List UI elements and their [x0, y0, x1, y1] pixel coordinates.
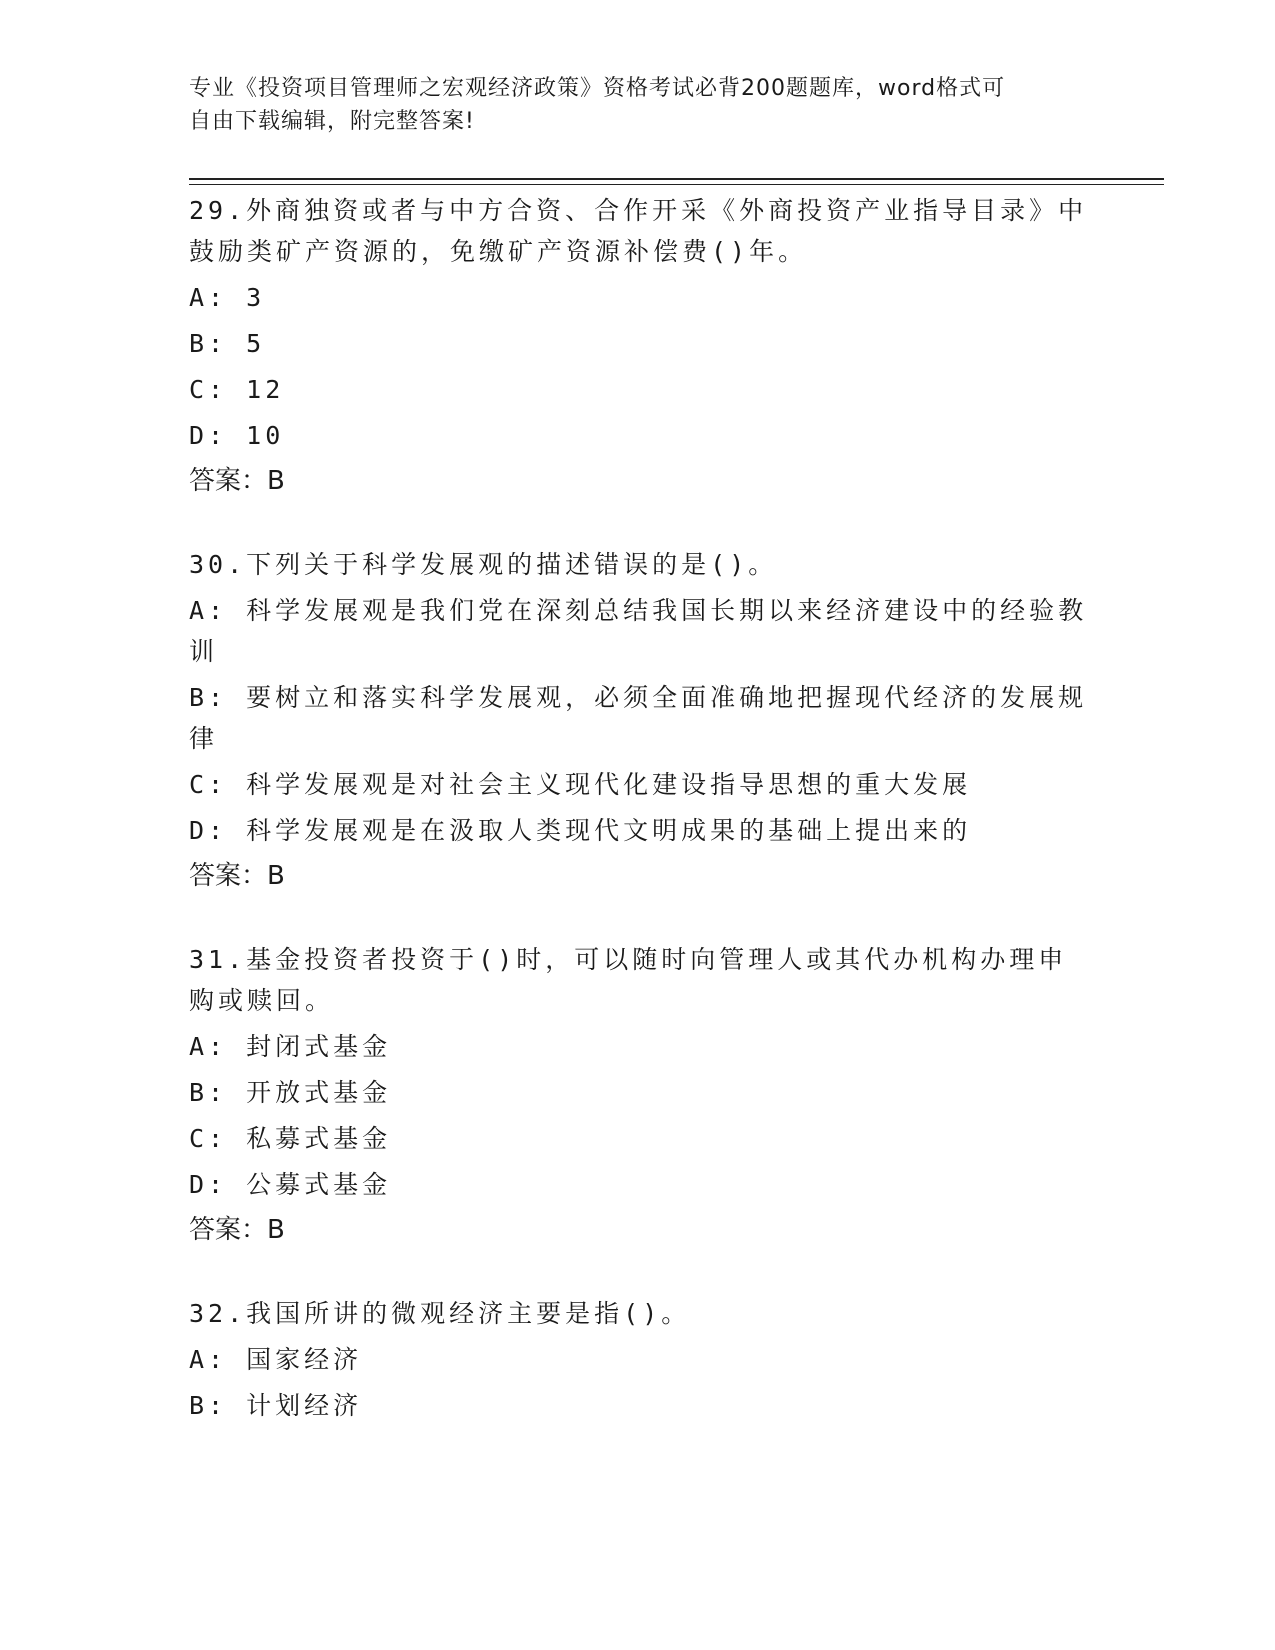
question-31: [189, 939, 1089, 1250]
answer: 答案：B: [189, 1215, 285, 1245]
option-d: D: 公募式基金: [189, 1170, 392, 1199]
answer: 答案：B: [189, 466, 285, 496]
question-list: [189, 190, 1089, 1469]
option-d: D: 10: [189, 421, 285, 450]
option-b: B: 计划经济: [189, 1391, 363, 1420]
option-c: C: 12: [189, 375, 285, 404]
question-29: [189, 190, 1089, 501]
header-rule-thick: [189, 178, 1164, 180]
question-stem: 29.外商独资或者与中方合资、合作开采《外商投资产业指导目录》中鼓励类矿产资源的，免缴矿产资源补偿费()年。: [189, 196, 1088, 266]
option-b: B: 开放式基金: [189, 1078, 392, 1107]
question-stem: 32.我国所讲的微观经济主要是指()。: [189, 1299, 691, 1328]
option-a: A: 国家经济: [189, 1345, 363, 1374]
option-a: A: 3: [189, 283, 266, 312]
answer: 答案：B: [189, 861, 285, 891]
header-rule-thin: [189, 184, 1164, 185]
document-header: [189, 72, 1089, 138]
header-line-1: 专业《投资项目管理师之宏观经济政策》资格考试必背200题题库，word格式可: [189, 76, 1006, 101]
question-30: [189, 544, 1089, 896]
option-a: A: 科学发展观是我们党在深刻总结我国长期以来经济建设中的经验教训: [189, 596, 1088, 666]
option-a: A: 封闭式基金: [189, 1032, 392, 1061]
option-c: C: 科学发展观是对社会主义现代化建设指导思想的重大发展: [189, 770, 972, 799]
question-stem: 31.基金投资者投资于()时，可以随时向管理人或其代办机构办理申购或赎回。: [189, 945, 1068, 1015]
option-b: B: 要树立和落实科学发展观，必须全面准确地把握现代经济的发展规律: [189, 683, 1088, 753]
option-d: D: 科学发展观是在汲取人类现代文明成果的基础上提出来的: [189, 816, 972, 845]
header-line-2: 自由下载编辑，附完整答案!: [189, 109, 475, 134]
question-stem: 30.下列关于科学发展观的描述错误的是()。: [189, 550, 778, 579]
question-32: [189, 1293, 1089, 1426]
option-b: B: 5: [189, 329, 266, 358]
option-c: C: 私募式基金: [189, 1124, 392, 1153]
